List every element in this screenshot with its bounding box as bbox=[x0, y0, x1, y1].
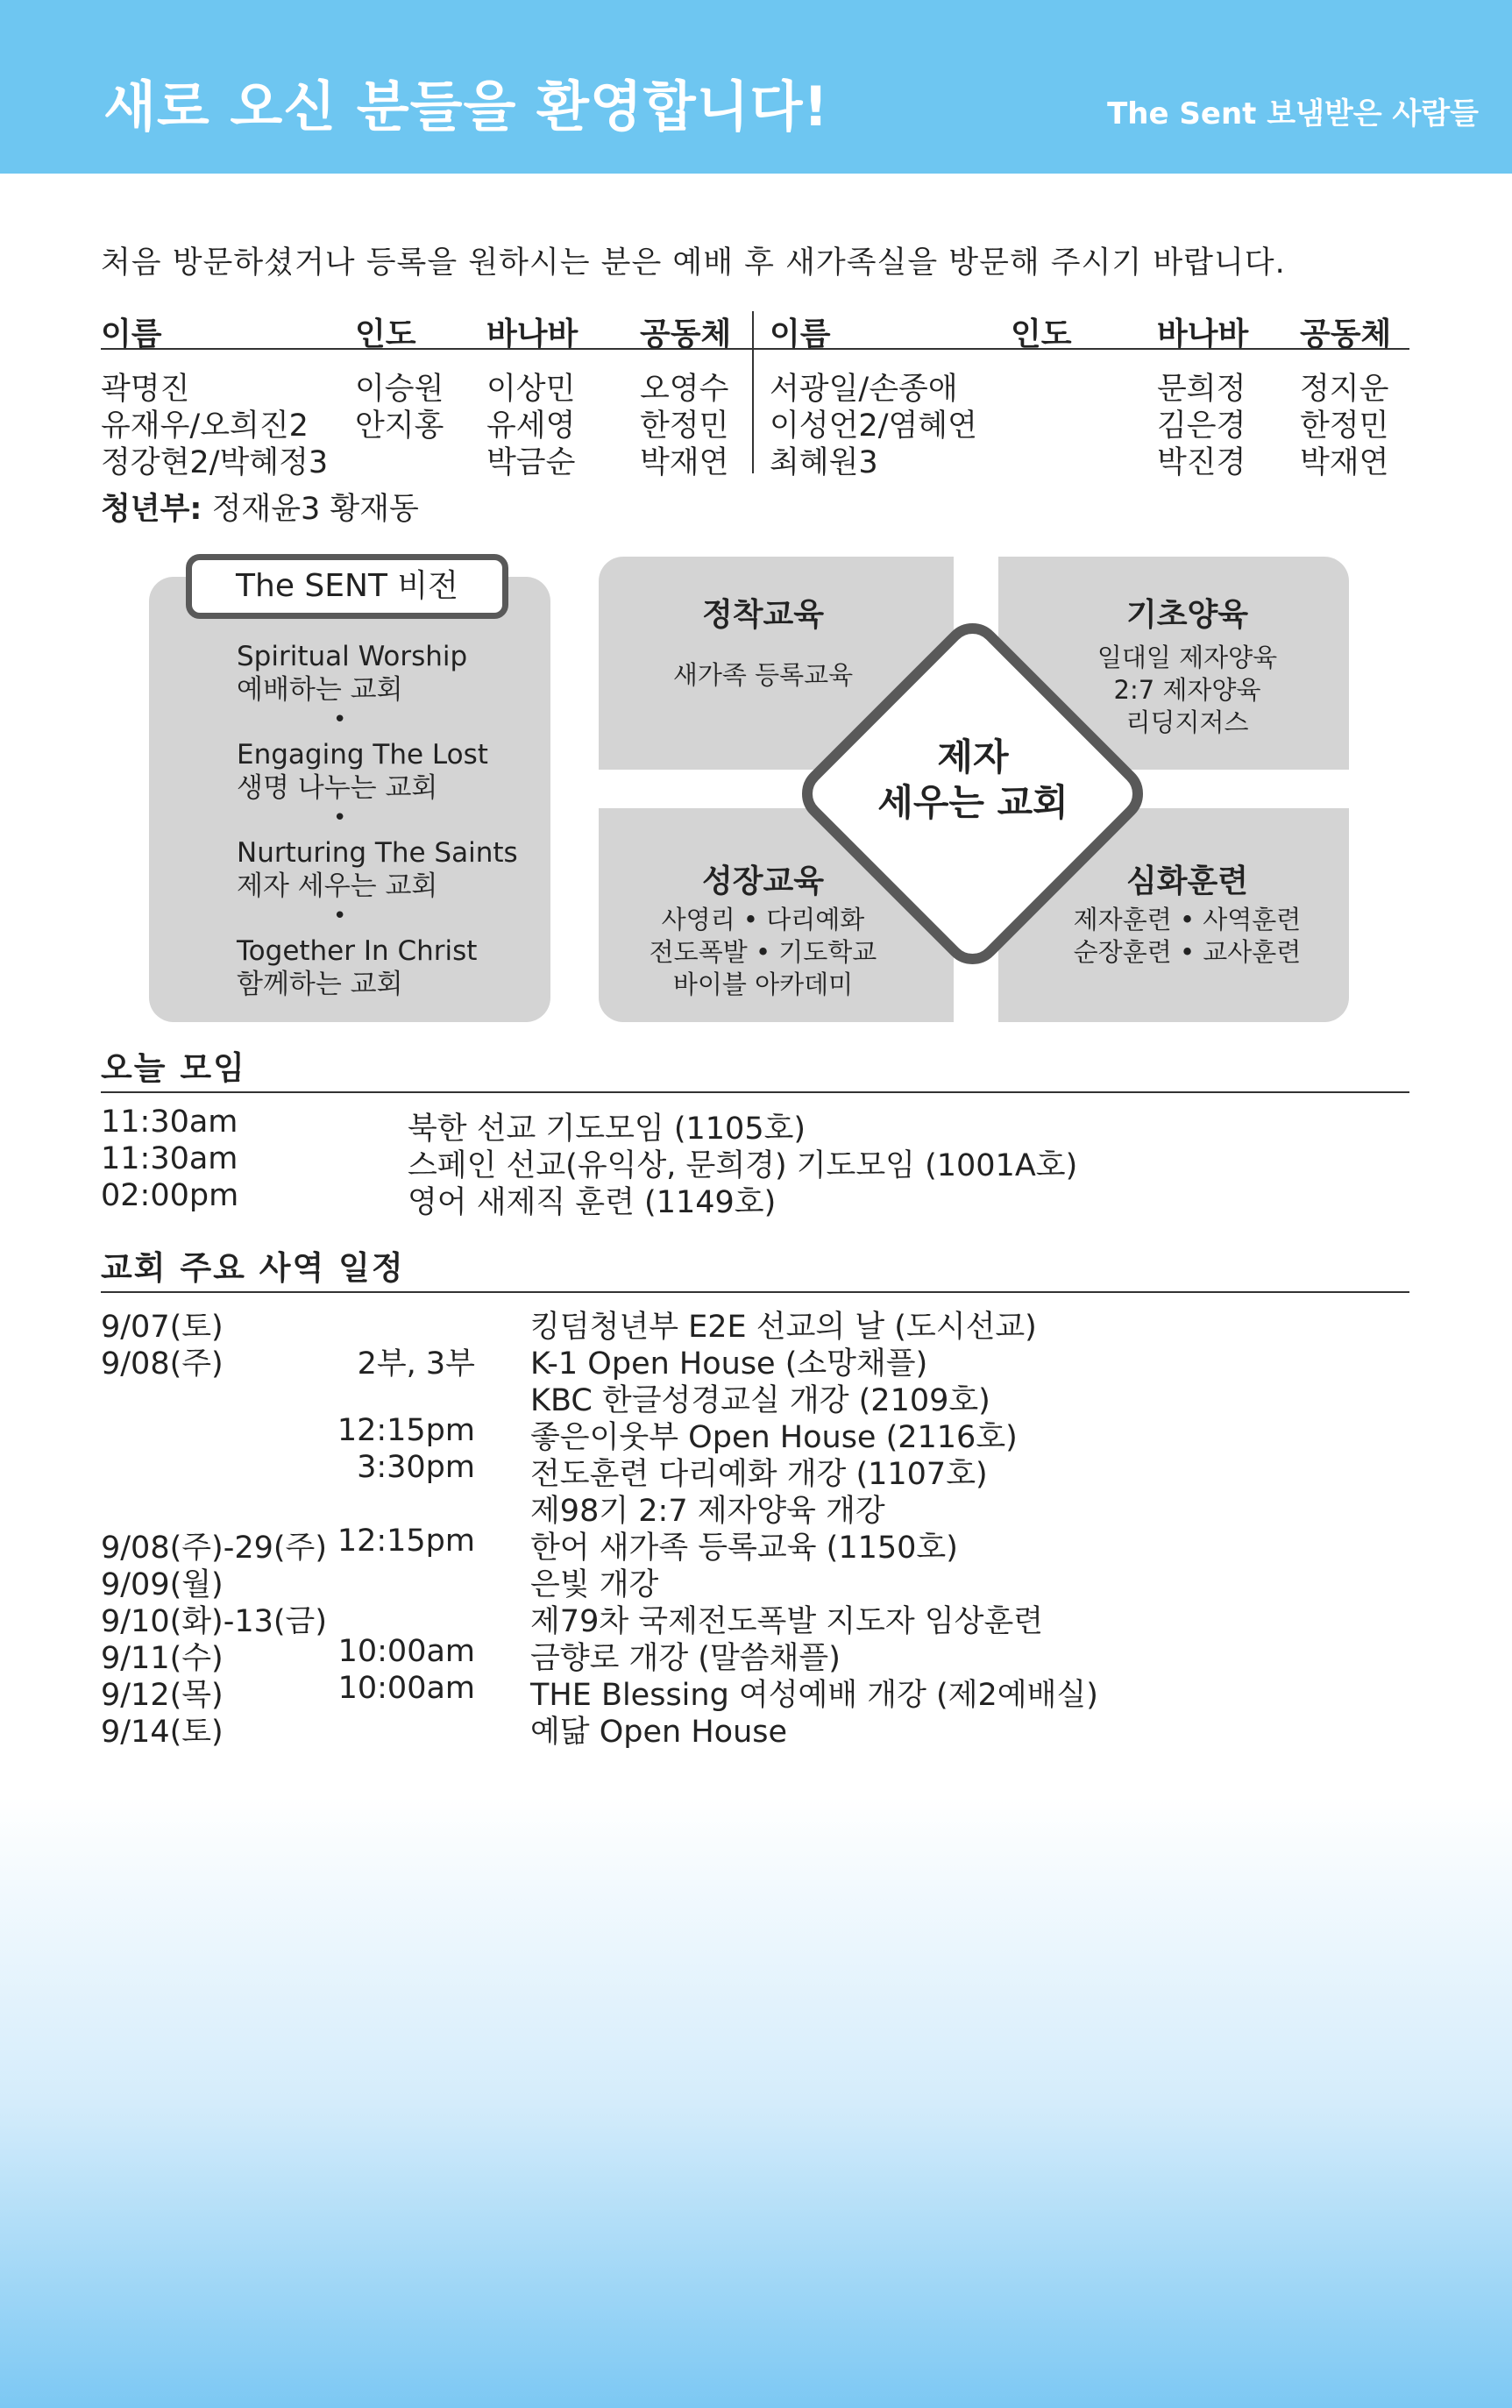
quadrant-title: 기초양육 bbox=[1125, 597, 1249, 633]
newcomer-community: 한정민 bbox=[640, 408, 729, 444]
schedule-desc: 킹덤청년부 E2E 선교의 날 (도시선교) bbox=[530, 1310, 1037, 1345]
col-guide-left: 인도 bbox=[355, 316, 416, 352]
newcomer-name: 유재우/오희진2 bbox=[101, 408, 309, 444]
schedule-date: 9/09(월) bbox=[101, 1567, 224, 1602]
vision-item-ko: 제자 세우는 교회 bbox=[237, 870, 438, 902]
schedule-desc: KBC 한글성경교실 개강 (2109호) bbox=[530, 1383, 990, 1418]
center-line-2: 세우는 교회 bbox=[877, 781, 1068, 824]
newcomer-community: 박재연 bbox=[640, 445, 729, 480]
vision-title: The SENT 비전 bbox=[186, 554, 508, 619]
newcomer-barnabas: 박진경 bbox=[1157, 445, 1246, 480]
schedule-desc: 제98기 2:7 제자양육 개강 bbox=[530, 1494, 885, 1529]
meeting-desc: 영어 새제직 훈련 (1149호) bbox=[408, 1185, 777, 1220]
vision-item-en: Spiritual Worship bbox=[237, 641, 468, 672]
col-barnabas-right: 바나바 bbox=[1157, 316, 1249, 352]
schedule-time: 10:00am bbox=[337, 1671, 475, 1706]
schedule-date: 9/11(수) bbox=[101, 1641, 224, 1676]
meeting-time: 11:30am bbox=[101, 1141, 238, 1176]
bullet-dot: • bbox=[333, 903, 347, 929]
table-header-rule bbox=[101, 348, 1409, 350]
today-title: 오늘 모임 bbox=[101, 1049, 246, 1087]
newcomer-name: 곽명진 bbox=[101, 372, 190, 407]
schedule-desc: K-1 Open House (소망채플) bbox=[530, 1346, 928, 1382]
newcomer-community: 박재연 bbox=[1300, 445, 1389, 480]
quadrant-line: 바이블 아카데미 bbox=[672, 970, 854, 999]
youth-line bbox=[101, 485, 419, 529]
meeting-desc: 스페인 선교(유익상, 문희경) 기도모임 (1001A호) bbox=[408, 1148, 1078, 1183]
quadrant-line: 새가족 등록교육 bbox=[672, 660, 854, 690]
newcomer-barnabas: 이상민 bbox=[486, 372, 576, 407]
schedule-date: 9/12(목) bbox=[101, 1678, 224, 1713]
intro-text: 처음 방문하셨거나 등록을 원하시는 분은 예배 후 새가족실을 방문해 주시기 바랍니다. bbox=[101, 245, 1286, 281]
schedule-desc: 은빛 개강 bbox=[530, 1567, 659, 1602]
newcomer-barnabas: 김은경 bbox=[1157, 408, 1246, 444]
newcomer-guide: 안지홍 bbox=[355, 408, 444, 444]
schedule-desc: 예닮 Open House bbox=[530, 1715, 788, 1750]
quadrant-line: 리딩지저스 bbox=[1125, 707, 1249, 737]
vision-item-ko: 함께하는 교회 bbox=[237, 969, 403, 1000]
col-barnabas-left: 바나바 bbox=[486, 316, 579, 352]
quadrant-line: 사영리 • 다리예화 bbox=[661, 905, 865, 934]
quadrant-line: 순장훈련 • 교사훈련 bbox=[1073, 937, 1302, 967]
schedule-desc: 한어 새가족 등록교육 (1150호) bbox=[530, 1531, 958, 1566]
schedule-desc: THE Blessing 여성예배 개강 (제2예배실) bbox=[530, 1678, 1098, 1713]
today-rule bbox=[101, 1091, 1409, 1093]
schedule-desc: 제79차 국제전도폭발 지도자 임상훈련 bbox=[530, 1604, 1044, 1639]
newcomer-name: 정강현2/박혜정3 bbox=[101, 445, 329, 480]
quadrant-line: 2:7 제자양육 bbox=[1113, 675, 1261, 705]
newcomer-name: 최혜원3 bbox=[770, 445, 878, 480]
quadrant-title: 정착교육 bbox=[701, 597, 825, 633]
schedule-date: 9/07(토) bbox=[101, 1310, 224, 1345]
schedule-desc: 금향로 개강 (말씀채플) bbox=[530, 1641, 841, 1676]
vision-item bbox=[237, 640, 467, 707]
newcomer-community: 정지운 bbox=[1300, 372, 1389, 407]
schedule-date: 9/10(화)-13(금) bbox=[101, 1604, 328, 1639]
schedule-title: 교회 주요 사역 일정 bbox=[101, 1249, 405, 1287]
newcomer-barnabas: 유세영 bbox=[486, 408, 576, 444]
schedule-rule bbox=[101, 1291, 1409, 1293]
quadrant-title: 성장교육 bbox=[701, 863, 825, 899]
quadrant-line: 전도폭발 • 기도학교 bbox=[649, 937, 877, 967]
vision-item-ko: 예배하는 교회 bbox=[237, 674, 403, 706]
vision-item bbox=[237, 836, 518, 903]
header-banner bbox=[0, 0, 1512, 174]
bullet-dot: • bbox=[333, 707, 347, 733]
table-divider bbox=[752, 311, 754, 473]
col-community-left: 공동체 bbox=[640, 316, 732, 352]
schedule-date: 9/08(주)-29(주) bbox=[101, 1531, 328, 1566]
meeting-time: 02:00pm bbox=[101, 1178, 239, 1213]
col-name-left: 이름 bbox=[101, 316, 162, 352]
vision-item-en: Nurturing The Saints bbox=[237, 837, 518, 869]
schedule-desc: 좋은이웃부 Open House (2116호) bbox=[530, 1420, 1018, 1455]
page-title: 새로 오신 분들을 환영합니다! bbox=[103, 75, 829, 139]
col-guide-right: 인도 bbox=[1011, 316, 1072, 352]
brand-label: The Sent 보냄받은 사람들 bbox=[1107, 96, 1479, 131]
col-community-right: 공동체 bbox=[1300, 316, 1392, 352]
vision-item-ko: 생명 나누는 교회 bbox=[237, 772, 438, 804]
center-label bbox=[841, 735, 1104, 826]
col-name-right: 이름 bbox=[770, 316, 831, 352]
vision-item bbox=[237, 934, 477, 1001]
newcomer-barnabas: 문희정 bbox=[1157, 372, 1246, 407]
center-line-1: 제자 bbox=[937, 735, 1009, 778]
quadrant-line: 일대일 제자양육 bbox=[1097, 643, 1278, 672]
vision-item-en: Together In Christ bbox=[237, 935, 478, 967]
schedule-desc: 전도훈련 다리예화 개강 (1107호) bbox=[530, 1457, 988, 1492]
vision-item-en: Engaging The Lost bbox=[237, 739, 488, 771]
schedule-date: 9/08(주) bbox=[101, 1346, 224, 1382]
youth-label: 청년부: bbox=[101, 492, 202, 527]
meeting-desc: 북한 선교 기도모임 (1105호) bbox=[408, 1112, 806, 1147]
bullet-dot: • bbox=[333, 805, 347, 831]
youth-names: 정재윤3 황재동 bbox=[211, 492, 419, 527]
schedule-time: 3:30pm bbox=[357, 1450, 475, 1485]
meeting-time: 11:30am bbox=[101, 1105, 238, 1140]
schedule-time: 10:00am bbox=[337, 1634, 475, 1669]
quadrant-line: 제자훈련 • 사역훈련 bbox=[1073, 905, 1302, 934]
schedule-time: 2부, 3부 bbox=[357, 1346, 475, 1382]
schedule-date: 9/14(토) bbox=[101, 1715, 224, 1750]
newcomer-name: 서광일/손종애 bbox=[770, 372, 958, 407]
schedule-time: 12:15pm bbox=[337, 1413, 475, 1448]
quadrant-title: 심화훈련 bbox=[1125, 863, 1249, 899]
schedule-time: 12:15pm bbox=[337, 1524, 475, 1559]
newcomer-guide: 이승원 bbox=[355, 372, 444, 407]
newcomer-name: 이성언2/염혜연 bbox=[770, 408, 977, 444]
newcomer-barnabas: 박금순 bbox=[486, 445, 576, 480]
vision-item bbox=[237, 738, 488, 805]
newcomer-community: 오영수 bbox=[640, 372, 729, 407]
newcomer-community: 한정민 bbox=[1300, 408, 1389, 444]
